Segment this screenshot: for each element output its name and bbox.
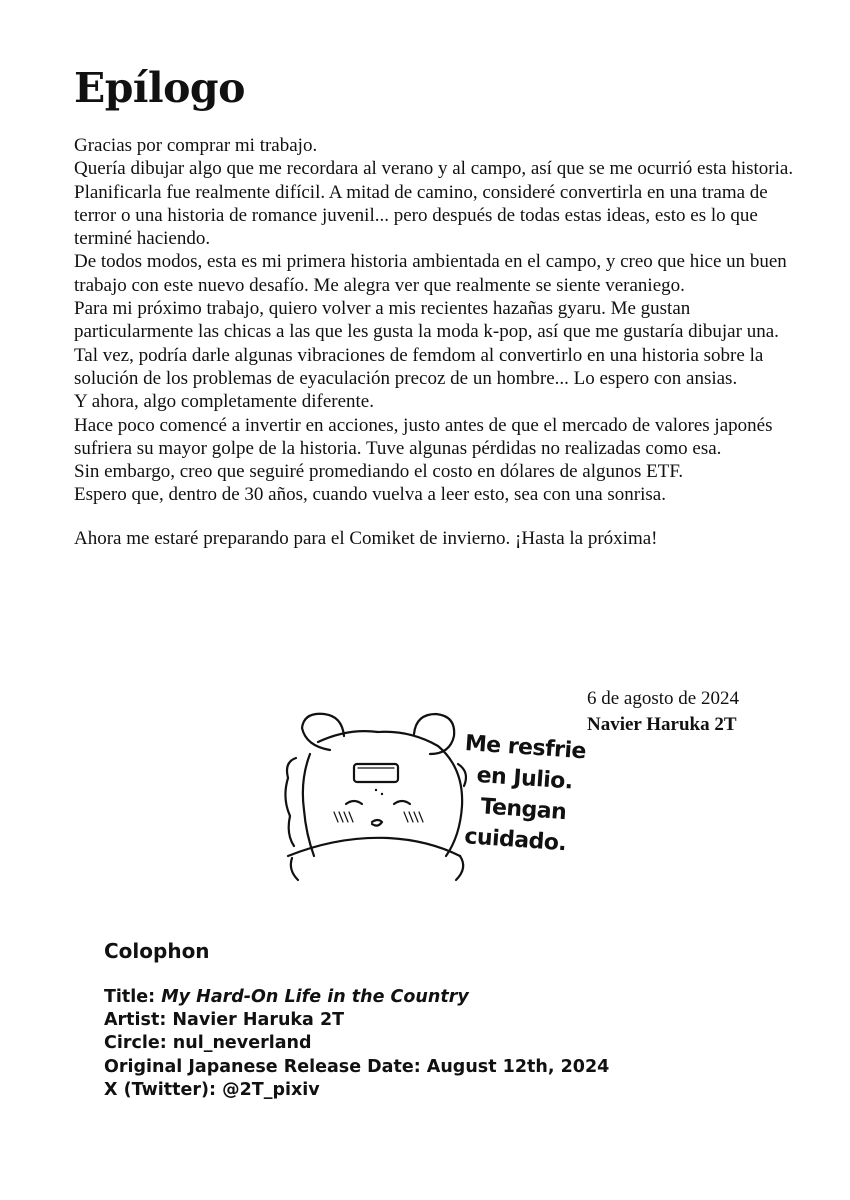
epilogue-paragraph: De todos modos, esta es mi primera historia ambientada en el campo, y creo que hice un buen trabajo con este nuevo desafío. Me alegra ver que realmente se siente veraniego. <box>74 251 787 296</box>
epilogue-paragraph: Y ahora, algo completamente diferente. <box>74 391 374 413</box>
epilogue-paragraph: Para mi próximo trabajo, quiero volver a mis recientes hazañas gyaru. Me gustan particularmente las chicas a las que les gusta la moda k-pop, así que me gustaría dibujar una. <box>74 298 779 343</box>
signature-author: Navier Haruka 2T <box>587 714 737 735</box>
epilogue-paragraph: Tal vez, podría darle algunas vibraciones de femdom al convertirlo en una historia sobre la solución de los problemas de eyaculación precoz de un hombre... Lo espero con ansias. <box>74 344 764 389</box>
epilogue-paragraph: Sin embargo, creo que seguiré promediando el costo en dólares de algunos ETF. <box>74 461 684 483</box>
colophon-details <box>104 986 609 1102</box>
handwritten-note-line: Tengan <box>479 794 568 826</box>
epilogue-paragraph: Planificarla fue realmente difícil. A mitad de camino, consideré convertirla en una trama de terror o una historia de romance juvenil... pero después de todas estas ideas, esto es lo que terminé haciendo. <box>74 181 768 250</box>
epilogue-paragraph: Gracias por comprar mi trabajo. <box>74 135 318 156</box>
handwritten-note <box>457 728 605 861</box>
epilogue-paragraph: Quería dibujar algo que me recordara al verano y al campo, así que se me ocurrió esta historia. <box>74 158 794 180</box>
colophon-title-value: My Hard-On Life in the Country <box>161 987 469 1007</box>
epilogue-paragraph: Hace poco comencé a invertir en acciones, justo antes de que el mercado de valores japonés sufriera su mayor golpe de la historia. Tuve algunas pérdidas no realizadas como esa. <box>74 414 773 459</box>
colophon-artist: Artist: Navier Haruka 2T <box>104 1010 345 1031</box>
handwritten-note-line: Me resfrie <box>464 730 587 765</box>
signature-date: 6 de agosto de 2024 <box>587 688 739 709</box>
colophon-title-line <box>104 986 609 1009</box>
colophon-title-label: Title: <box>104 987 162 1007</box>
colophon-heading: Colophon <box>104 939 210 963</box>
sick-bear-in-bed-icon <box>278 706 478 886</box>
epilogue-body <box>74 134 794 550</box>
colophon-release-date: Original Japanese Release Date: August 12th, 2024 <box>104 1056 610 1077</box>
colophon-circle: Circle: nul_neverland <box>104 1033 312 1054</box>
colophon-twitter: X (Twitter): @2T_pixiv <box>104 1079 320 1100</box>
handwritten-note-line: cuidado. <box>463 824 568 857</box>
epilogue-paragraph: Espero que, dentro de 30 años, cuando vuelva a leer esto, sea con una sonrisa. <box>74 484 666 506</box>
handwritten-note-line: en Julio. <box>475 762 574 795</box>
epilogue-closing: Ahora me estaré preparando para el Comiket de invierno. ¡Hasta la próxima! <box>74 527 658 549</box>
page-title: Epílogo <box>74 64 245 112</box>
